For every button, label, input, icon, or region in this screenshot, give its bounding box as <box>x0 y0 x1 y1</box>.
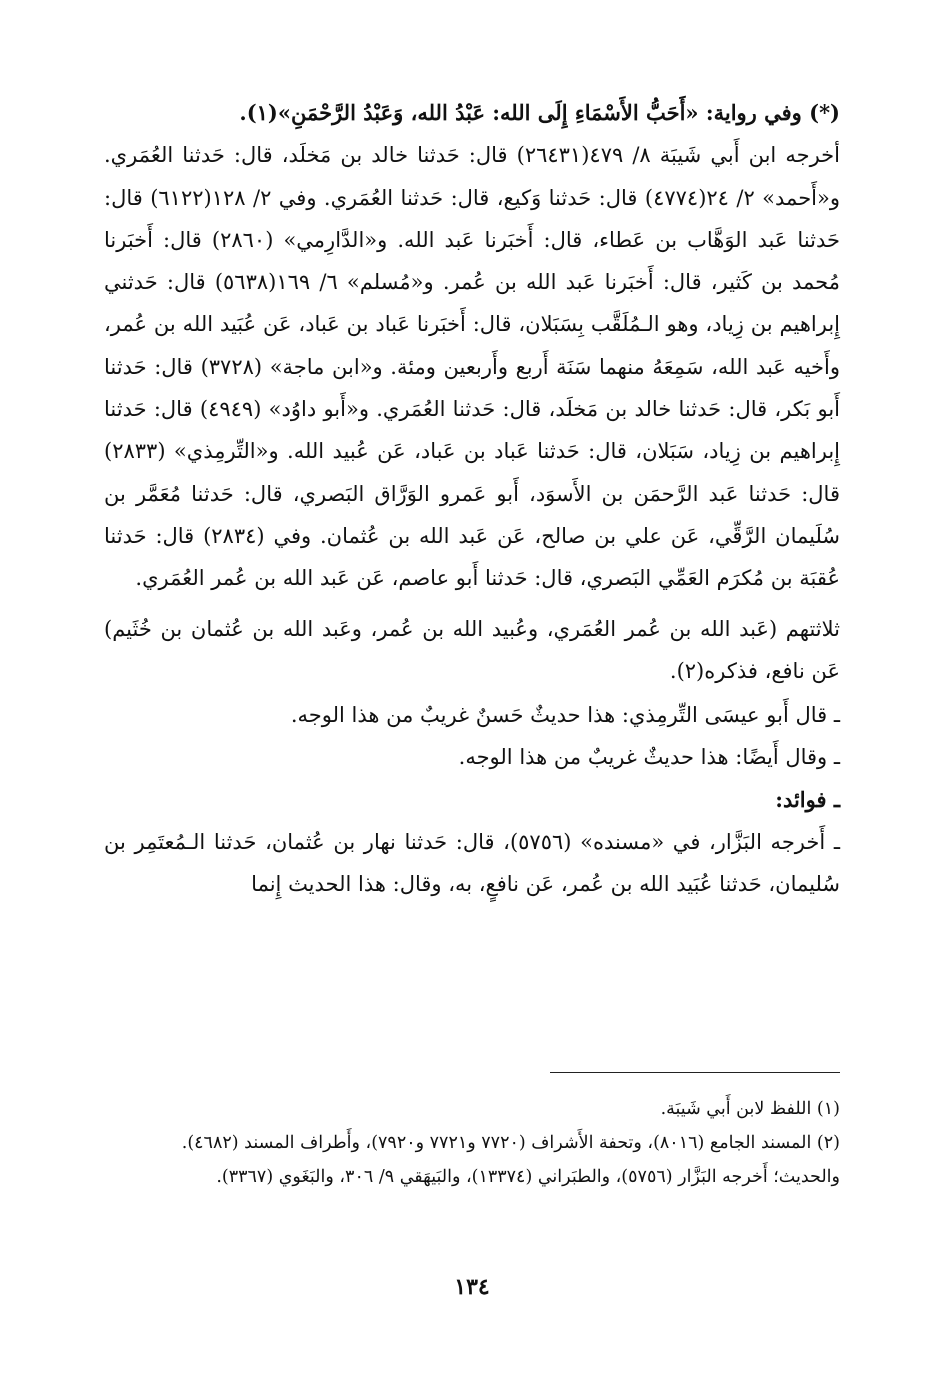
document-page <box>104 92 840 1342</box>
aydan-remark: ـ وقال أَيضًا: هذا حديثٌ غريبٌ من هذا الوجه. <box>458 745 840 770</box>
riwaya-paragraph: (*) وفي رواية: «أَحَبُّ الأَسْمَاءِ إِلَى الله: عَبْدُ الله، وَعَبْدُ الرَّحْمَنِ»(١). <box>239 100 840 125</box>
thalathatuhum-paragraph: ثلاثتهم (عَبد الله بن عُمر العُمَري، وعُبيد الله بن عُمر، وعَبد الله بن عُثمان بن خُثَيم) عَن نافع، فذكره(٢). <box>104 616 840 683</box>
page-number: ١٣٤ <box>454 1274 490 1300</box>
main-text-block <box>104 92 840 906</box>
fawaid-heading: ـ فوائد: <box>775 786 840 812</box>
footnote-2: (٢) المسند الجامع (٨٠١٦)، وتحفة الأَشراف (٧٧٢٠ و٧٧٢١ و٧٩٢٠)، وأَطراف المسند (٤٦٨٢). <box>181 1133 840 1153</box>
footnote-2-continuation: والحديث؛ أَخرجه البَزَّار (٥٧٥٦)، والطبَراني (١٣٣٧٤)، والبَيهَقي ٩/ ٣٠٦، والبَغَوي (٣٣٦٧). <box>216 1167 840 1187</box>
footnote-1: (١) اللفظ لابن أَبي شَيبَة. <box>660 1099 840 1119</box>
footnotes-block <box>104 1092 840 1194</box>
footnote-separator <box>550 1072 840 1073</box>
abu-isa-remark: ـ قال أَبو عيسَى التِّرمِذي: هذا حديثٌ حَسنٌ غريبٌ من هذا الوجه. <box>290 703 840 728</box>
takhrij-paragraph: أخرجه ابن أَبي شَيبَة ٨/ ٤٧٩(٢٦٤٣١) قال: حَدثنا خالد بن مَخلَد، قال: حَدثنا العُمَري. و«أَحمد» ٢/ ٢٤(٤٧٧٤) قال: حَدثنا وَكيع، قال: حَدثنا العُمَري. وفي ٢/ ١٢٨(٦١٢٢) قال: حَدثنا عَبد الوَهَّاب بن عَطاء، قال: أَخبَرنا عَبد الله. و«الدَّارِمي» (٢٨٦٠) قال: أَخبَرنا مُحمد بن كَثير، قال: أَخبَرنا عَبد الله بن عُمر. و«مُسلم» ٦/ ١٦٩(٥٦٣٨) قال: حَدثني إِبراهيم بن زِياد، وهو الـمُلَقَّب بِسَبَلان، قال: أَخبَرنا عَباد بن عَباد، عَن عُبَيد الله بن عُمر، وأَخيه عَبد الله، سَمِعَهُ منهما سَنَة أَربع وأَربعين ومئة. و«ابن ماجة» (٣٧٢٨) قال: حَدثنا أَبو بَكر، قال: حَدثنا خالد بن مَخلَد، قال: حَدثنا العُمَري. و«أَبو داوُد» (٤٩٤٩) قال: حَدثنا إِبراهيم بن زِياد، سَبَلان، قال: حَدثنا عَباد بن عَباد، عَن عُبيد الله. و«التِّرمِذي» (٢٨٣٣) قال: حَدثنا عَبد الرَّحمَن بن الأَسوَد، أَبو عَمرو الوَرَّاق البَصري، قال: حَدثنا مُعَمَّر بن سُلَيمان الرَّقِّي، عَن علي بن صالح، عَن عَبد الله بن عُثمان. وفي (٢٨٣٤) قال: حَدثنا عُقبَة بن مُكرَم العَمِّي البَصري، قال: حَدثنا أَبو عاصم، عَن عَبد الله بن عُمر العُمَري. <box>104 143 841 591</box>
fawaid-paragraph: ـ أَخرجه البَزَّار، في «مسنده» (٥٧٥٦)، قال: حَدثنا نهار بن عُثمان، حَدثنا الـمُعتَمِر بن سُليمان، حَدثنا عُبَيد الله بن عُمر، عَن نافعٍ، به، وقال: هذا الحديث إِنما <box>104 830 841 897</box>
